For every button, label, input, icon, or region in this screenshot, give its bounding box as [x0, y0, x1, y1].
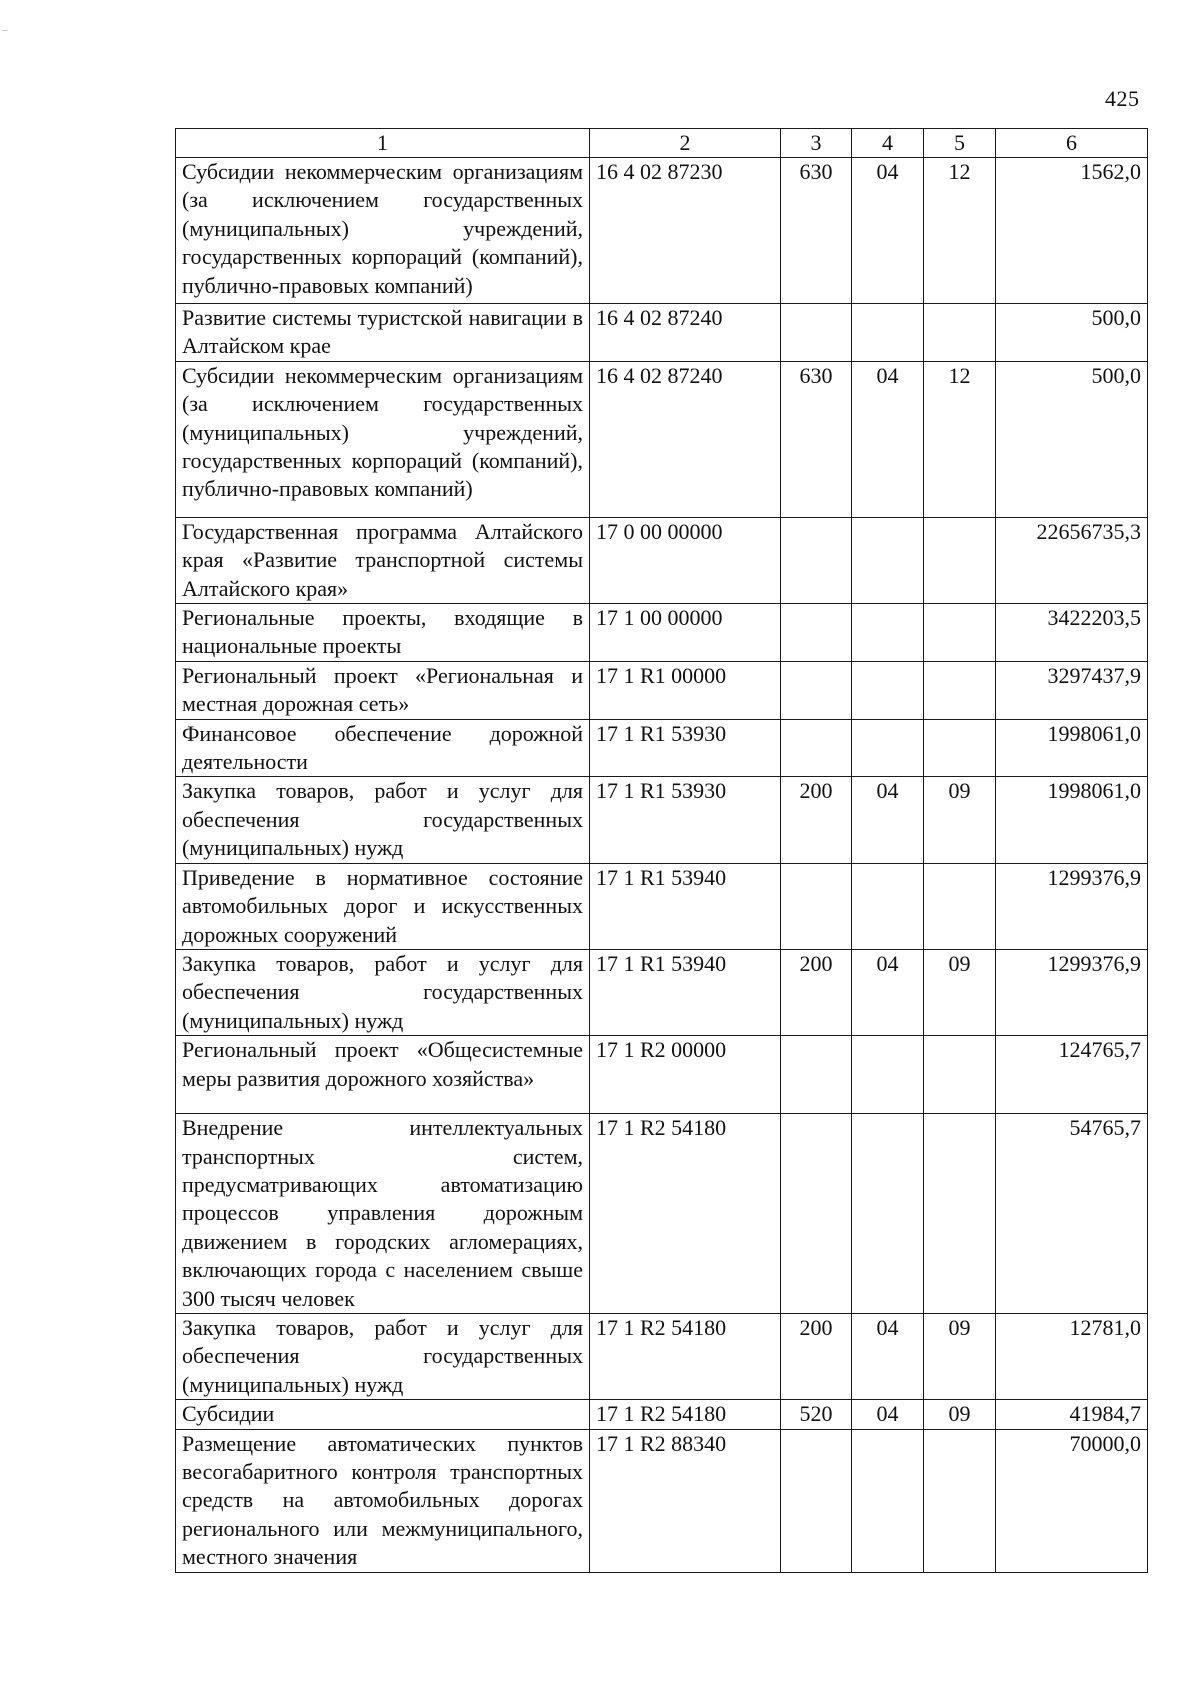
- row-code-cell: 17 0 00 00000: [590, 517, 781, 603]
- row-expense-type-cell: 200: [781, 777, 852, 863]
- header-col-3: 3: [781, 129, 852, 158]
- row-amount-cell: 3422203,5: [996, 604, 1148, 662]
- row-code-cell: 17 1 R1 00000: [590, 661, 781, 719]
- row-section-cell: [852, 1114, 924, 1314]
- row-section-cell: 04: [852, 361, 924, 517]
- row-expense-type-cell: [781, 719, 852, 777]
- row-code-cell: 17 1 R1 53940: [590, 863, 781, 949]
- header-col-6: 6: [996, 129, 1148, 158]
- row-code-cell: 17 1 R1 53940: [590, 949, 781, 1035]
- row-name-cell: Региональный проект «Региональная и местная дорожная сеть»: [176, 661, 590, 719]
- table-row: [176, 604, 1148, 662]
- row-name-cell: Финансовое обеспечение дорожной деятельности: [176, 719, 590, 777]
- row-amount-cell: 3297437,9: [996, 661, 1148, 719]
- row-amount-cell: 124765,7: [996, 1036, 1148, 1114]
- header-col-5: 5: [924, 129, 996, 158]
- row-expense-type-cell: 630: [781, 361, 852, 517]
- row-expense-type-cell: [781, 304, 852, 362]
- row-subsection-cell: 09: [924, 1313, 996, 1399]
- row-amount-cell: 1998061,0: [996, 719, 1148, 777]
- row-code-cell: 17 1 R2 54180: [590, 1114, 781, 1314]
- row-subsection-cell: [924, 1114, 996, 1314]
- row-amount-cell: 41984,7: [996, 1400, 1148, 1429]
- row-code-cell: 16 4 02 87230: [590, 158, 781, 304]
- row-expense-type-cell: 200: [781, 949, 852, 1035]
- row-expense-type-cell: 200: [781, 1313, 852, 1399]
- row-subsection-cell: [924, 719, 996, 777]
- row-amount-cell: 12781,0: [996, 1313, 1148, 1399]
- row-section-cell: [852, 304, 924, 362]
- row-section-cell: 04: [852, 1400, 924, 1429]
- row-code-cell: 16 4 02 87240: [590, 361, 781, 517]
- table-row: [176, 1114, 1148, 1314]
- row-expense-type-cell: [781, 517, 852, 603]
- row-name-cell: Внедрение интеллектуальных транспортных систем, предусматривающих автоматизацию процессов управления дорожным движением в городских агломерациях, включающих города с населением свыше 300 тысяч человек: [176, 1114, 590, 1314]
- row-name-cell: Закупка товаров, работ и услуг для обеспечения государственных (муниципальных) нужд: [176, 777, 590, 863]
- row-amount-cell: 54765,7: [996, 1114, 1148, 1314]
- header-col-2: 2: [590, 129, 781, 158]
- row-name-cell: Субсидии: [176, 1400, 590, 1429]
- row-section-cell: [852, 661, 924, 719]
- table-row: [176, 949, 1148, 1035]
- row-name-cell: Региональные проекты, входящие в национальные проекты: [176, 604, 590, 662]
- row-code-cell: 17 1 00 00000: [590, 604, 781, 662]
- header-row: [176, 129, 1148, 158]
- row-expense-type-cell: [781, 604, 852, 662]
- row-expense-type-cell: [781, 1429, 852, 1572]
- row-subsection-cell: [924, 1429, 996, 1572]
- row-subsection-cell: [924, 661, 996, 719]
- row-name-cell: Закупка товаров, работ и услуг для обеспечения государственных (муниципальных) нужд: [176, 949, 590, 1035]
- table-row: [176, 517, 1148, 603]
- row-amount-cell: 70000,0: [996, 1429, 1148, 1572]
- table-header: [176, 129, 1148, 158]
- row-subsection-cell: [924, 863, 996, 949]
- row-code-cell: 16 4 02 87240: [590, 304, 781, 362]
- row-subsection-cell: 09: [924, 1400, 996, 1429]
- row-name-cell: Государственная программа Алтайского края «Развитие транспортной системы Алтайского края»: [176, 517, 590, 603]
- row-amount-cell: 500,0: [996, 304, 1148, 362]
- row-code-cell: 17 1 R2 54180: [590, 1313, 781, 1399]
- row-section-cell: 04: [852, 158, 924, 304]
- table-body: [176, 158, 1148, 1573]
- row-section-cell: [852, 719, 924, 777]
- row-expense-type-cell: [781, 1036, 852, 1114]
- row-subsection-cell: [924, 1036, 996, 1114]
- row-expense-type-cell: 520: [781, 1400, 852, 1429]
- row-section-cell: 04: [852, 949, 924, 1035]
- row-section-cell: [852, 604, 924, 662]
- row-subsection-cell: 09: [924, 949, 996, 1035]
- row-section-cell: [852, 863, 924, 949]
- row-section-cell: [852, 517, 924, 603]
- row-expense-type-cell: [781, 1114, 852, 1314]
- row-name-cell: Приведение в нормативное состояние автомобильных дорог и искусственных дорожных сооружений: [176, 863, 590, 949]
- row-name-cell: Региональный проект «Общесистемные меры развития дорожного хозяйства»: [176, 1036, 590, 1114]
- row-code-cell: 17 1 R2 54180: [590, 1400, 781, 1429]
- table-row: [176, 719, 1148, 777]
- header-col-4: 4: [852, 129, 924, 158]
- row-amount-cell: 1299376,9: [996, 863, 1148, 949]
- row-amount-cell: 1299376,9: [996, 949, 1148, 1035]
- row-name-cell: Субсидии некоммерческим организациям (за исключением государственных (муниципальных) учреждений, государственных корпораций (компаний), публично-правовых компаний): [176, 158, 590, 304]
- row-subsection-cell: 09: [924, 777, 996, 863]
- table-row: [176, 158, 1148, 304]
- table-row: [176, 304, 1148, 362]
- row-expense-type-cell: [781, 863, 852, 949]
- row-name-cell: Закупка товаров, работ и услуг для обеспечения государственных (муниципальных) нужд: [176, 1313, 590, 1399]
- row-section-cell: 04: [852, 1313, 924, 1399]
- row-section-cell: [852, 1036, 924, 1114]
- row-amount-cell: 500,0: [996, 361, 1148, 517]
- row-subsection-cell: [924, 604, 996, 662]
- page-number: 425: [1105, 86, 1140, 111]
- row-code-cell: 17 1 R2 88340: [590, 1429, 781, 1572]
- row-subsection-cell: 12: [924, 361, 996, 517]
- table-row: [176, 661, 1148, 719]
- table-row: [176, 1400, 1148, 1429]
- row-subsection-cell: [924, 517, 996, 603]
- row-section-cell: [852, 1429, 924, 1572]
- table-row: [176, 777, 1148, 863]
- row-code-cell: 17 1 R1 53930: [590, 777, 781, 863]
- row-expense-type-cell: [781, 661, 852, 719]
- row-name-cell: Субсидии некоммерческим организациям (за исключением государственных (муниципальных) учреждений, государственных корпораций (компаний), публично-правовых компаний): [176, 361, 590, 517]
- row-amount-cell: 22656735,3: [996, 517, 1148, 603]
- row-name-cell: Развитие системы туристской навигации в Алтайском крае: [176, 304, 590, 362]
- row-subsection-cell: 12: [924, 158, 996, 304]
- row-amount-cell: 1562,0: [996, 158, 1148, 304]
- row-name-cell: Размещение автоматических пунктов весогабаритного контроля транспортных средств на автомобильных дорогах регионального или межмуниципального, местного значения: [176, 1429, 590, 1572]
- row-code-cell: 17 1 R1 53930: [590, 719, 781, 777]
- header-col-1: 1: [176, 129, 590, 158]
- budget-table: [175, 128, 1148, 1573]
- row-expense-type-cell: 630: [781, 158, 852, 304]
- table-row: [176, 1429, 1148, 1572]
- table-row: [176, 1036, 1148, 1114]
- table-row: [176, 1313, 1148, 1399]
- row-code-cell: 17 1 R2 00000: [590, 1036, 781, 1114]
- table-row: [176, 863, 1148, 949]
- row-section-cell: 04: [852, 777, 924, 863]
- row-amount-cell: 1998061,0: [996, 777, 1148, 863]
- row-subsection-cell: [924, 304, 996, 362]
- table-row: [176, 361, 1148, 517]
- scan-edge-mark: [2, 30, 8, 31]
